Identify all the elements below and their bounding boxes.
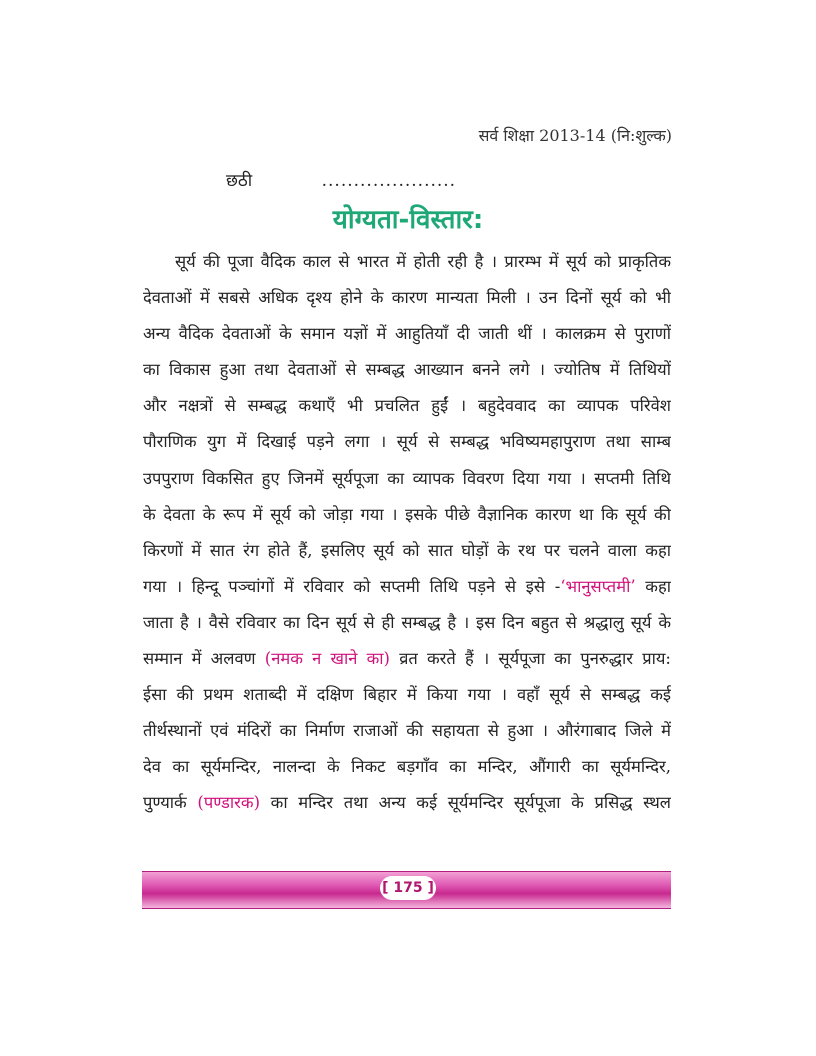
text-line [143, 572, 671, 608]
line-text: व्रत करते हैं । सूर्यपूजा का पुनरुद्धार प्राय: [389, 649, 671, 669]
text-line: उपपुराण विकसित हुए जिनमें सूर्यपूजा का व्यापक विवरण दिया गया । सप्तमी तिथि [143, 468, 671, 488]
text-line: तीर्थस्थानों एवं मंदिरों का निर्माण राजाओं की सहायता से हुआ । औरंगाबाद जिले में [143, 721, 671, 741]
highlight-term: (पण्डारक) [197, 793, 261, 813]
line-text: सम्मान में अलवण [143, 649, 265, 669]
text-line [143, 644, 671, 680]
text-line: किरणों में सात रंग होते हैं, इसलिए सूर्य को सात घोड़ों के रथ पर चलने वाला कहा [143, 540, 671, 560]
text-line: ईसा की प्रथम शताब्दी में दक्षिण बिहार में किया गया । वहाँ सूर्य से सम्बद्ध कई [143, 685, 671, 705]
text-line: पौराणिक युग में दिखाई पड़ने लगा । सूर्य से सम्बद्ध भविष्यमहापुराण तथा साम्ब [143, 432, 671, 452]
text-line: के देवता के रूप में सूर्य को जोड़ा गया । इसके पीछे वैज्ञानिक कारण था कि सूर्य की [143, 504, 671, 524]
line-text: कहा [635, 576, 671, 596]
class-row [226, 168, 456, 191]
section-title: योग्यता-विस्तार: [332, 205, 484, 235]
text-line: अन्य वैदिक देवताओं के समान यज्ञों में आहुतियाँ दी जाती थीं । कालक्रम से पुराणों [143, 324, 671, 344]
highlight-term: (नमक न खाने का) [264, 649, 390, 669]
line-text: पुण्यार्क [143, 793, 198, 813]
line-text: गया । हिन्दू पञ्चांगों में रविवार को सप्तमी तिथि पड़ने से इसे - [143, 576, 561, 596]
text-line [143, 788, 671, 824]
text-line: देव का सूर्यमन्दिर, नालन्दा के निकट बड़गाँव का मन्दिर, औंगारी का सूर्यमन्दिर, [143, 757, 671, 777]
body-text [143, 247, 671, 825]
text-line: और नक्षत्रों से सम्बद्ध कथाएँ भी प्रचलित हुईं । बहुदेववाद का व्यापक परिवेश [143, 396, 671, 416]
highlight-term: ‘भानुसप्तमी’ [560, 576, 636, 596]
text-line: का विकास हुआ तथा देवताओं से सम्बद्ध आख्यान बनने लगे । ज्योतिष में तिथियों [143, 360, 671, 380]
page-number: [ 175 ] [380, 876, 436, 900]
class-label: छठी [226, 171, 253, 191]
text-line: जाता है । वैसे रविवार का दिन सूर्य से ही सम्बद्ध है । इस दिन बहुत से श्रद्धालु सूर्य के [143, 612, 671, 632]
text-line: देवताओं में सबसे अधिक दृश्य होने के कारण मान्यता मिली । उन दिनों सूर्य को भी [143, 288, 671, 308]
series-header: सर्व शिक्षा 2013-14 (नि:शुल्क) [478, 126, 672, 145]
blank-dots: ..................... [321, 171, 457, 191]
line-text: का मन्दिर तथा अन्य कई सूर्यमन्दिर सूर्यपूजा के प्रसिद्ध स्थल [260, 793, 671, 813]
text-line: सूर्य की पूजा वैदिक काल से भारत में होती रही है । प्रारम्भ में सूर्य को प्राकृतिक [175, 252, 671, 271]
